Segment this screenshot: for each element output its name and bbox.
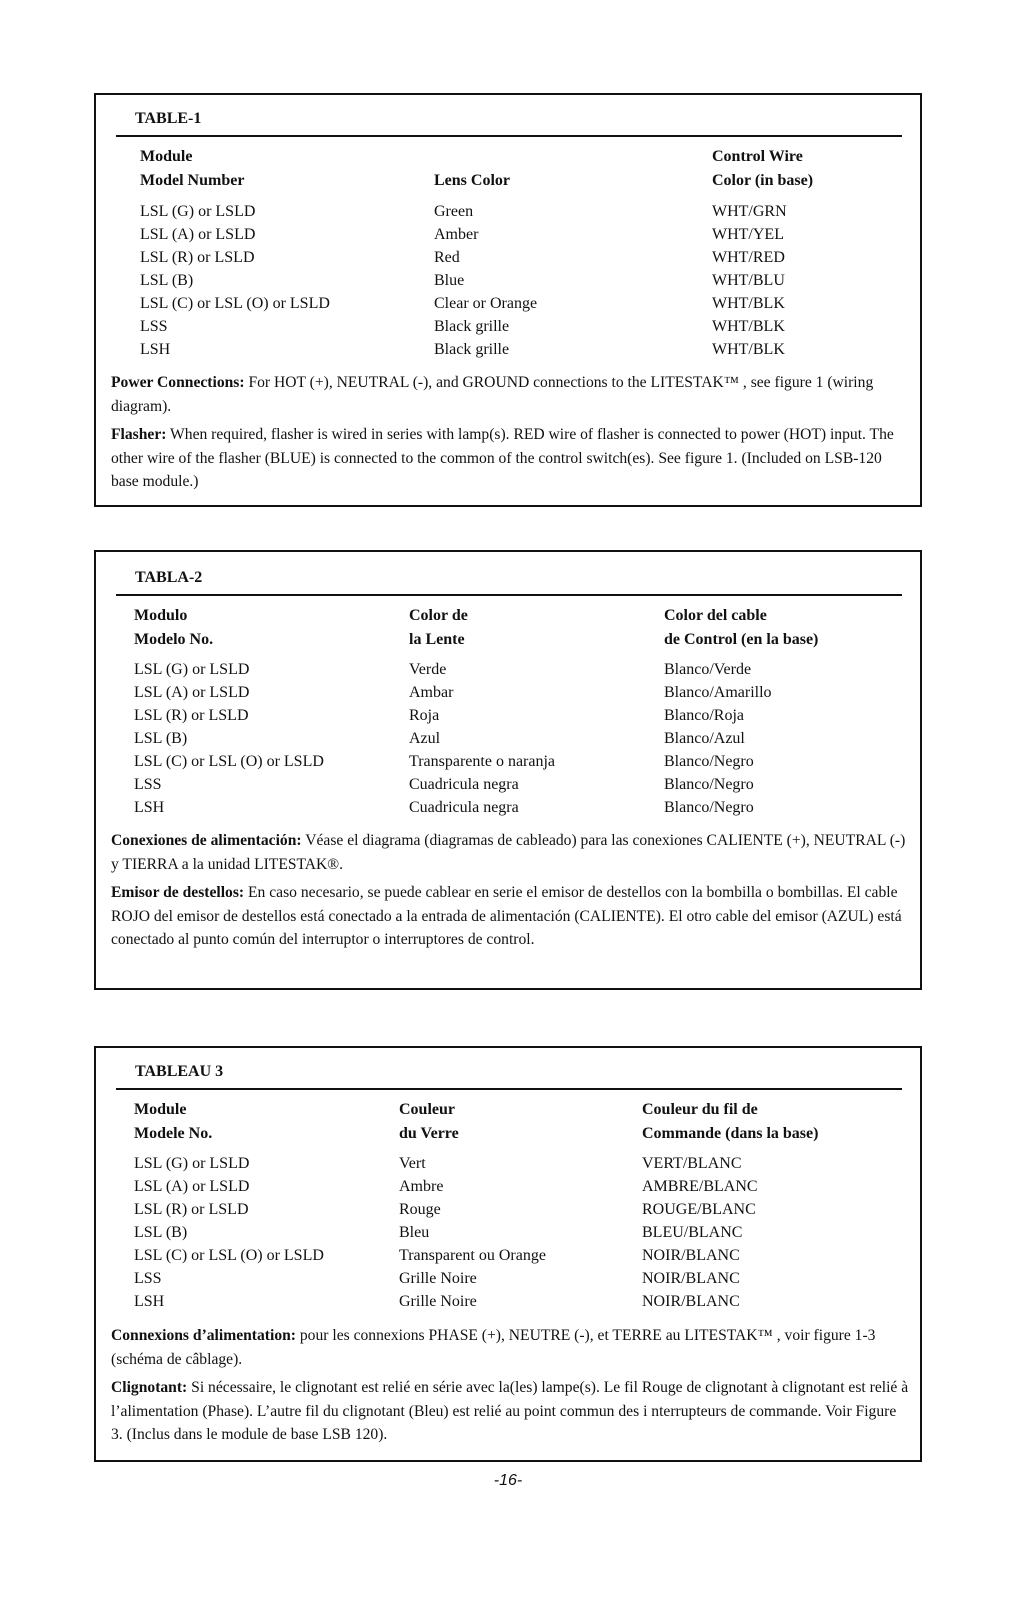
table-cell: Amber — [434, 226, 479, 243]
table-cell: LSL (R) or LSLD — [140, 249, 255, 266]
table-cell: Blanco/Azul — [664, 730, 745, 747]
table-cell: LSS — [134, 776, 162, 793]
header-lens-color: Lens Color — [434, 172, 510, 189]
header-module: Module — [134, 1101, 187, 1118]
header-modulo: Modulo — [134, 607, 188, 624]
note-power-connections — [111, 371, 911, 418]
table-cell: LSL (B) — [134, 730, 188, 747]
note-clignotant — [111, 1376, 911, 1447]
table-cell: Transparente o naranja — [409, 753, 556, 770]
table-cell: Grille Noire — [399, 1293, 477, 1310]
header-de-control: de Control (en la base) — [664, 631, 819, 648]
table-title: TABLE-1 — [135, 110, 202, 127]
table-cell: Azul — [409, 730, 441, 747]
note-text: pour les connexions PHASE (+), NEUTRE (-), et TERRE au LITESTAK™ , voir figure 1-3 (schéma de câblage). — [111, 1327, 876, 1368]
table-cell: Blanco/Negro — [664, 753, 754, 770]
table-cell: LSL (G) or LSLD — [134, 1155, 250, 1172]
table-cell: WHT/BLK — [712, 341, 785, 358]
table-cell: Red — [434, 249, 460, 266]
title-rule — [116, 135, 902, 137]
table-cell: Blanco/Negro — [664, 799, 754, 816]
table-cell: BLEU/BLANC — [642, 1224, 743, 1241]
table-cell: LSL (R) or LSLD — [134, 707, 249, 724]
table-cell: NOIR/BLANC — [642, 1247, 740, 1264]
table-cell: Vert — [399, 1155, 426, 1172]
header-control-wire: Control Wire — [712, 148, 803, 165]
table-cell: Rouge — [399, 1201, 441, 1218]
table-cell: WHT/YEL — [712, 226, 784, 243]
note-emisor — [111, 881, 911, 952]
table-cell: LSL (B) — [140, 272, 194, 289]
header-la-lente: la Lente — [409, 631, 465, 648]
table-cell: WHT/BLK — [712, 318, 785, 335]
table-cell: AMBRE/BLANC — [642, 1178, 758, 1195]
note-conexiones — [111, 829, 911, 876]
header-couleur: Couleur — [399, 1101, 455, 1118]
header-modele-no: Modele No. — [134, 1125, 213, 1142]
table-cell: LSL (C) or LSL (O) or LSLD — [134, 753, 324, 770]
note-label: Emisor de destellos: — [111, 884, 245, 901]
table-2-box — [94, 550, 922, 990]
table-cell: Ambar — [409, 684, 454, 701]
note-flasher — [111, 423, 911, 494]
note-text: For HOT (+), NEUTRAL (-), and GROUND connections to the LITESTAK™ , see figure 1 (wiring diagram). — [111, 374, 874, 415]
table-cell: Green — [434, 203, 474, 220]
table-cell: NOIR/BLANC — [642, 1293, 740, 1310]
table-cell: WHT/BLU — [712, 272, 785, 289]
header-color-in-base: Color (in base) — [712, 172, 814, 189]
table-cell: Cuadricula negra — [409, 799, 519, 816]
table-cell: Blanco/Roja — [664, 707, 744, 724]
header-modelo-no: Modelo No. — [134, 631, 214, 648]
note-label: Conexiones de alimentación: — [111, 832, 302, 849]
header-commande: Commande (dans la base) — [642, 1125, 819, 1142]
table-cell: LSH — [134, 1293, 165, 1310]
table-cell: Ambre — [399, 1178, 444, 1195]
table-cell: Black grille — [434, 341, 510, 358]
table-cell: WHT/BLK — [712, 295, 785, 312]
table-cell: LSS — [140, 318, 168, 335]
note-label: Connexions d’alimentation: — [111, 1327, 296, 1344]
header-module: Module — [140, 148, 193, 165]
table-cell: NOIR/BLANC — [642, 1270, 740, 1287]
table-cell: ROUGE/BLANC — [642, 1201, 756, 1218]
note-label: Clignotant: — [111, 1379, 188, 1396]
table-cell: Cuadricula negra — [409, 776, 519, 793]
table-cell: Verde — [409, 661, 447, 678]
header-du-verre: du Verre — [399, 1125, 459, 1142]
note-text: Si nécessaire, le clignotant est relié en série avec la(les) lampe(s). Le fil Rouge de clignotant à clignotant est relié à l’alimentation (Phase). L’autre fil du clignotant (Bleu) est relié au point commun des i nterrupteurs de commande. Voir Figure 3. (Inclus dans le module de base LSB 120). — [111, 1379, 909, 1443]
table-cell: LSS — [134, 1270, 162, 1287]
table-cell: LSL (R) or LSLD — [134, 1201, 249, 1218]
header-color-del-cable: Color del cable — [664, 607, 767, 624]
table-cell: LSH — [140, 341, 171, 358]
table-cell: Clear or Orange — [434, 295, 538, 312]
table-cell: LSL (A) or LSLD — [134, 684, 250, 701]
table-cell: LSL (A) or LSLD — [134, 1178, 250, 1195]
header-color-de: Color de — [409, 607, 468, 624]
table-cell: Blanco/Verde — [664, 661, 752, 678]
table-cell: WHT/RED — [712, 249, 785, 266]
title-rule — [116, 594, 902, 596]
table-title: TABLA-2 — [135, 569, 203, 586]
header-model-number: Model Number — [140, 172, 245, 189]
note-text: When required, flasher is wired in series with lamp(s). RED wire of flasher is connected to power (HOT) input. The other wire of the flasher (BLUE) is connected to the common of the control switch(es). See figure 1. (Included on LSB-120 base module.) — [111, 426, 894, 490]
title-rule — [116, 1088, 902, 1090]
table-cell: LSL (G) or LSLD — [134, 661, 250, 678]
table-cell: Transparent ou Orange — [399, 1247, 546, 1264]
note-label: Flasher: — [111, 426, 167, 443]
note-text: Véase el diagrama (diagramas de cableado) para las conexiones CALIENTE (+), NEUTRAL (-) y TIERRA a la unidad LITESTAK®. — [111, 832, 906, 873]
table-cell: WHT/GRN — [712, 203, 787, 220]
table-cell: Grille Noire — [399, 1270, 477, 1287]
note-text: En caso necesario, se puede cablear en serie el emisor de destellos con la bombilla o bombillas. El cable ROJO del emisor de destellos está conectado a la entrada de alimentación (CALIENTE). El otro cable del emisor (AZUL) está conectado al punto común del interruptor o interruptores de control. — [111, 884, 902, 948]
table-cell: LSL (C) or LSL (O) or LSLD — [140, 295, 330, 312]
table-cell: LSL (G) or LSLD — [140, 203, 256, 220]
table-3-box — [94, 1046, 922, 1462]
table-cell: Black grille — [434, 318, 510, 335]
note-connexions — [111, 1324, 911, 1371]
table-cell: Roja — [409, 707, 440, 724]
note-label: Power Connections: — [111, 374, 245, 391]
table-cell: Blanco/Amarillo — [664, 684, 772, 701]
table-cell: Bleu — [399, 1224, 430, 1241]
table-cell: LSL (B) — [134, 1224, 188, 1241]
table-title: TABLEAU 3 — [135, 1063, 224, 1080]
header-couleur-du-fil: Couleur du fil de — [642, 1101, 758, 1118]
page-number: -16- — [493, 1472, 523, 1489]
table-cell: VERT/BLANC — [642, 1155, 742, 1172]
table-cell: LSL (C) or LSL (O) or LSLD — [134, 1247, 324, 1264]
table-1-box — [94, 93, 922, 507]
table-cell: LSL (A) or LSLD — [140, 226, 256, 243]
table-cell: LSH — [134, 799, 165, 816]
table-cell: Blue — [434, 272, 465, 289]
table-cell: Blanco/Negro — [664, 776, 754, 793]
